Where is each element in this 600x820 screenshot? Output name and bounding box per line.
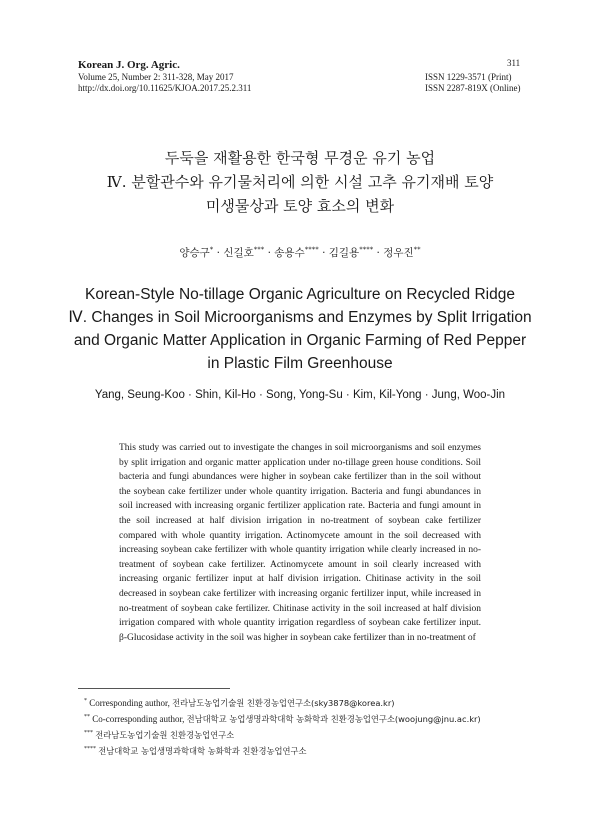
footnote-affiliation: 전남대학교 농업생명과학대학 농화학과 친환경농업연구소 — [98, 746, 307, 756]
abstract-text: This study was carried out to investigate the changes in soil microorganisms and soil enzymes by split irrigation and organic matter application under no-tillage green house conditions. Soil bacteria and fungi abundances were higher in soybean cake fertilizer than in the soil without the soybean cake fertilizer under whole quantity irrigation. Bacteria and fungi abundances in soil increased with increasing organic fertilizer application rate. Bacteria and fungi amount in the soil increased at half division irrigation in no-treatment of soybean cake fertilizer compared with whole quantity irrigation. Actinomycete amount in the soil decreased with increasing soybean cake fertilizer with whole quantity irrigation while clearly increased in no-treatment of soybean cake fertilizer. Actinomycete amount in soil clearly increased with increasing organic fertilizer input at half division irrigation. Chitinase activity in the soil decreased in soybean cake fertilizer with increasing organic fertilizer input, while increased in no-treatment of soybean cake fertilizer. Chitinase activity in the soil increased at half division irrigation compared with whole quantity irrigation regardless of soybean cake fertilizer input. β-Glucosidase activity in the soil was higher in soybean cake fertilizer than in no-treatment of — [119, 443, 481, 643]
footnote-mark: * — [84, 698, 87, 704]
footnote-affiliation: 전남대학교 농업생명과학대학 농화학과 친환경농업연구소(woojung@jnu.ac.kr) — [186, 714, 481, 724]
korean-author-4: 김길용 — [328, 247, 360, 259]
doi-link[interactable]: http://dx.doi.org/10.11625/KJOA.2017.25.2.311 — [78, 83, 252, 93]
footnote-affiliation: 전라남도농업기술원 친환경농업연구소(sky3878@korea.kr) — [172, 698, 395, 708]
footnote-co-corresponding — [84, 710, 481, 726]
author-separator: · — [267, 247, 271, 259]
footnote-affiliation-3 — [84, 726, 481, 742]
korean-author-3: 송용수 — [274, 247, 305, 259]
korean-authors — [0, 245, 600, 260]
korean-title-line-3: 미생물상과 토양 효소의 변화 — [205, 197, 395, 215]
page-number: 311 — [507, 58, 521, 68]
volume-info: Volume 25, Number 2: 311-328, May 2017 — [78, 72, 234, 82]
footnote-mark: **** — [84, 746, 96, 752]
footnote-label: Co-corresponding author, — [92, 714, 185, 724]
footnote-divider — [78, 688, 230, 689]
korean-title-line-2: Ⅳ. 분할관수와 유기물처리에 의한 시설 고추 유기재배 토양 — [106, 173, 494, 191]
english-title-line-1: Korean-Style No-tillage Organic Agriculture on Recycled Ridge — [85, 286, 515, 303]
author-mark: **** — [304, 245, 319, 254]
author-separator: · — [322, 247, 326, 259]
footnote-mark: ** — [84, 714, 90, 720]
footnote-affiliation: 전라남도농업기술원 친환경농업연구소 — [95, 730, 235, 740]
english-title — [0, 283, 600, 375]
journal-header — [78, 58, 251, 94]
english-authors: Yang, Seung-Koo · Shin, Kil-Ho · Song, Yong-Su · Kim, Kil-Yong · Jung, Woo-Jin — [94, 389, 506, 401]
korean-author-1: 양승구 — [179, 247, 210, 259]
english-title-line-3: and Organic Matter Application in Organic Farming of Red Pepper — [73, 332, 527, 349]
author-mark: ** — [413, 245, 421, 254]
author-mark: * — [209, 245, 214, 254]
korean-title — [0, 146, 600, 218]
english-title-line-4: in Plastic Film Greenhouse — [207, 355, 393, 372]
english-title-line-2: Ⅳ. Changes in Soil Microorganisms and Enzymes by Split Irrigation — [68, 309, 532, 326]
author-separator: · — [216, 247, 220, 259]
author-mark: **** — [359, 245, 374, 254]
korean-author-5: 정우진 — [383, 247, 414, 259]
korean-title-line-1: 두둑을 재활용한 한국형 무경운 유기 농업 — [164, 149, 436, 167]
footnote-label: Corresponding author, — [89, 698, 170, 708]
issn-block — [425, 72, 521, 94]
footnote-affiliation-4 — [84, 742, 481, 758]
footnote-corresponding — [84, 694, 481, 710]
footnotes — [84, 694, 481, 758]
footnote-mark: *** — [84, 730, 93, 736]
author-mark: *** — [253, 245, 265, 254]
author-separator: · — [376, 247, 380, 259]
korean-author-2: 신길호 — [223, 247, 254, 259]
issn-online: ISSN 2287-819X (Online) — [425, 83, 521, 93]
journal-name: Korean J. Org. Agric. — [78, 59, 180, 71]
issn-print: ISSN 1229-3571 (Print) — [425, 72, 512, 82]
